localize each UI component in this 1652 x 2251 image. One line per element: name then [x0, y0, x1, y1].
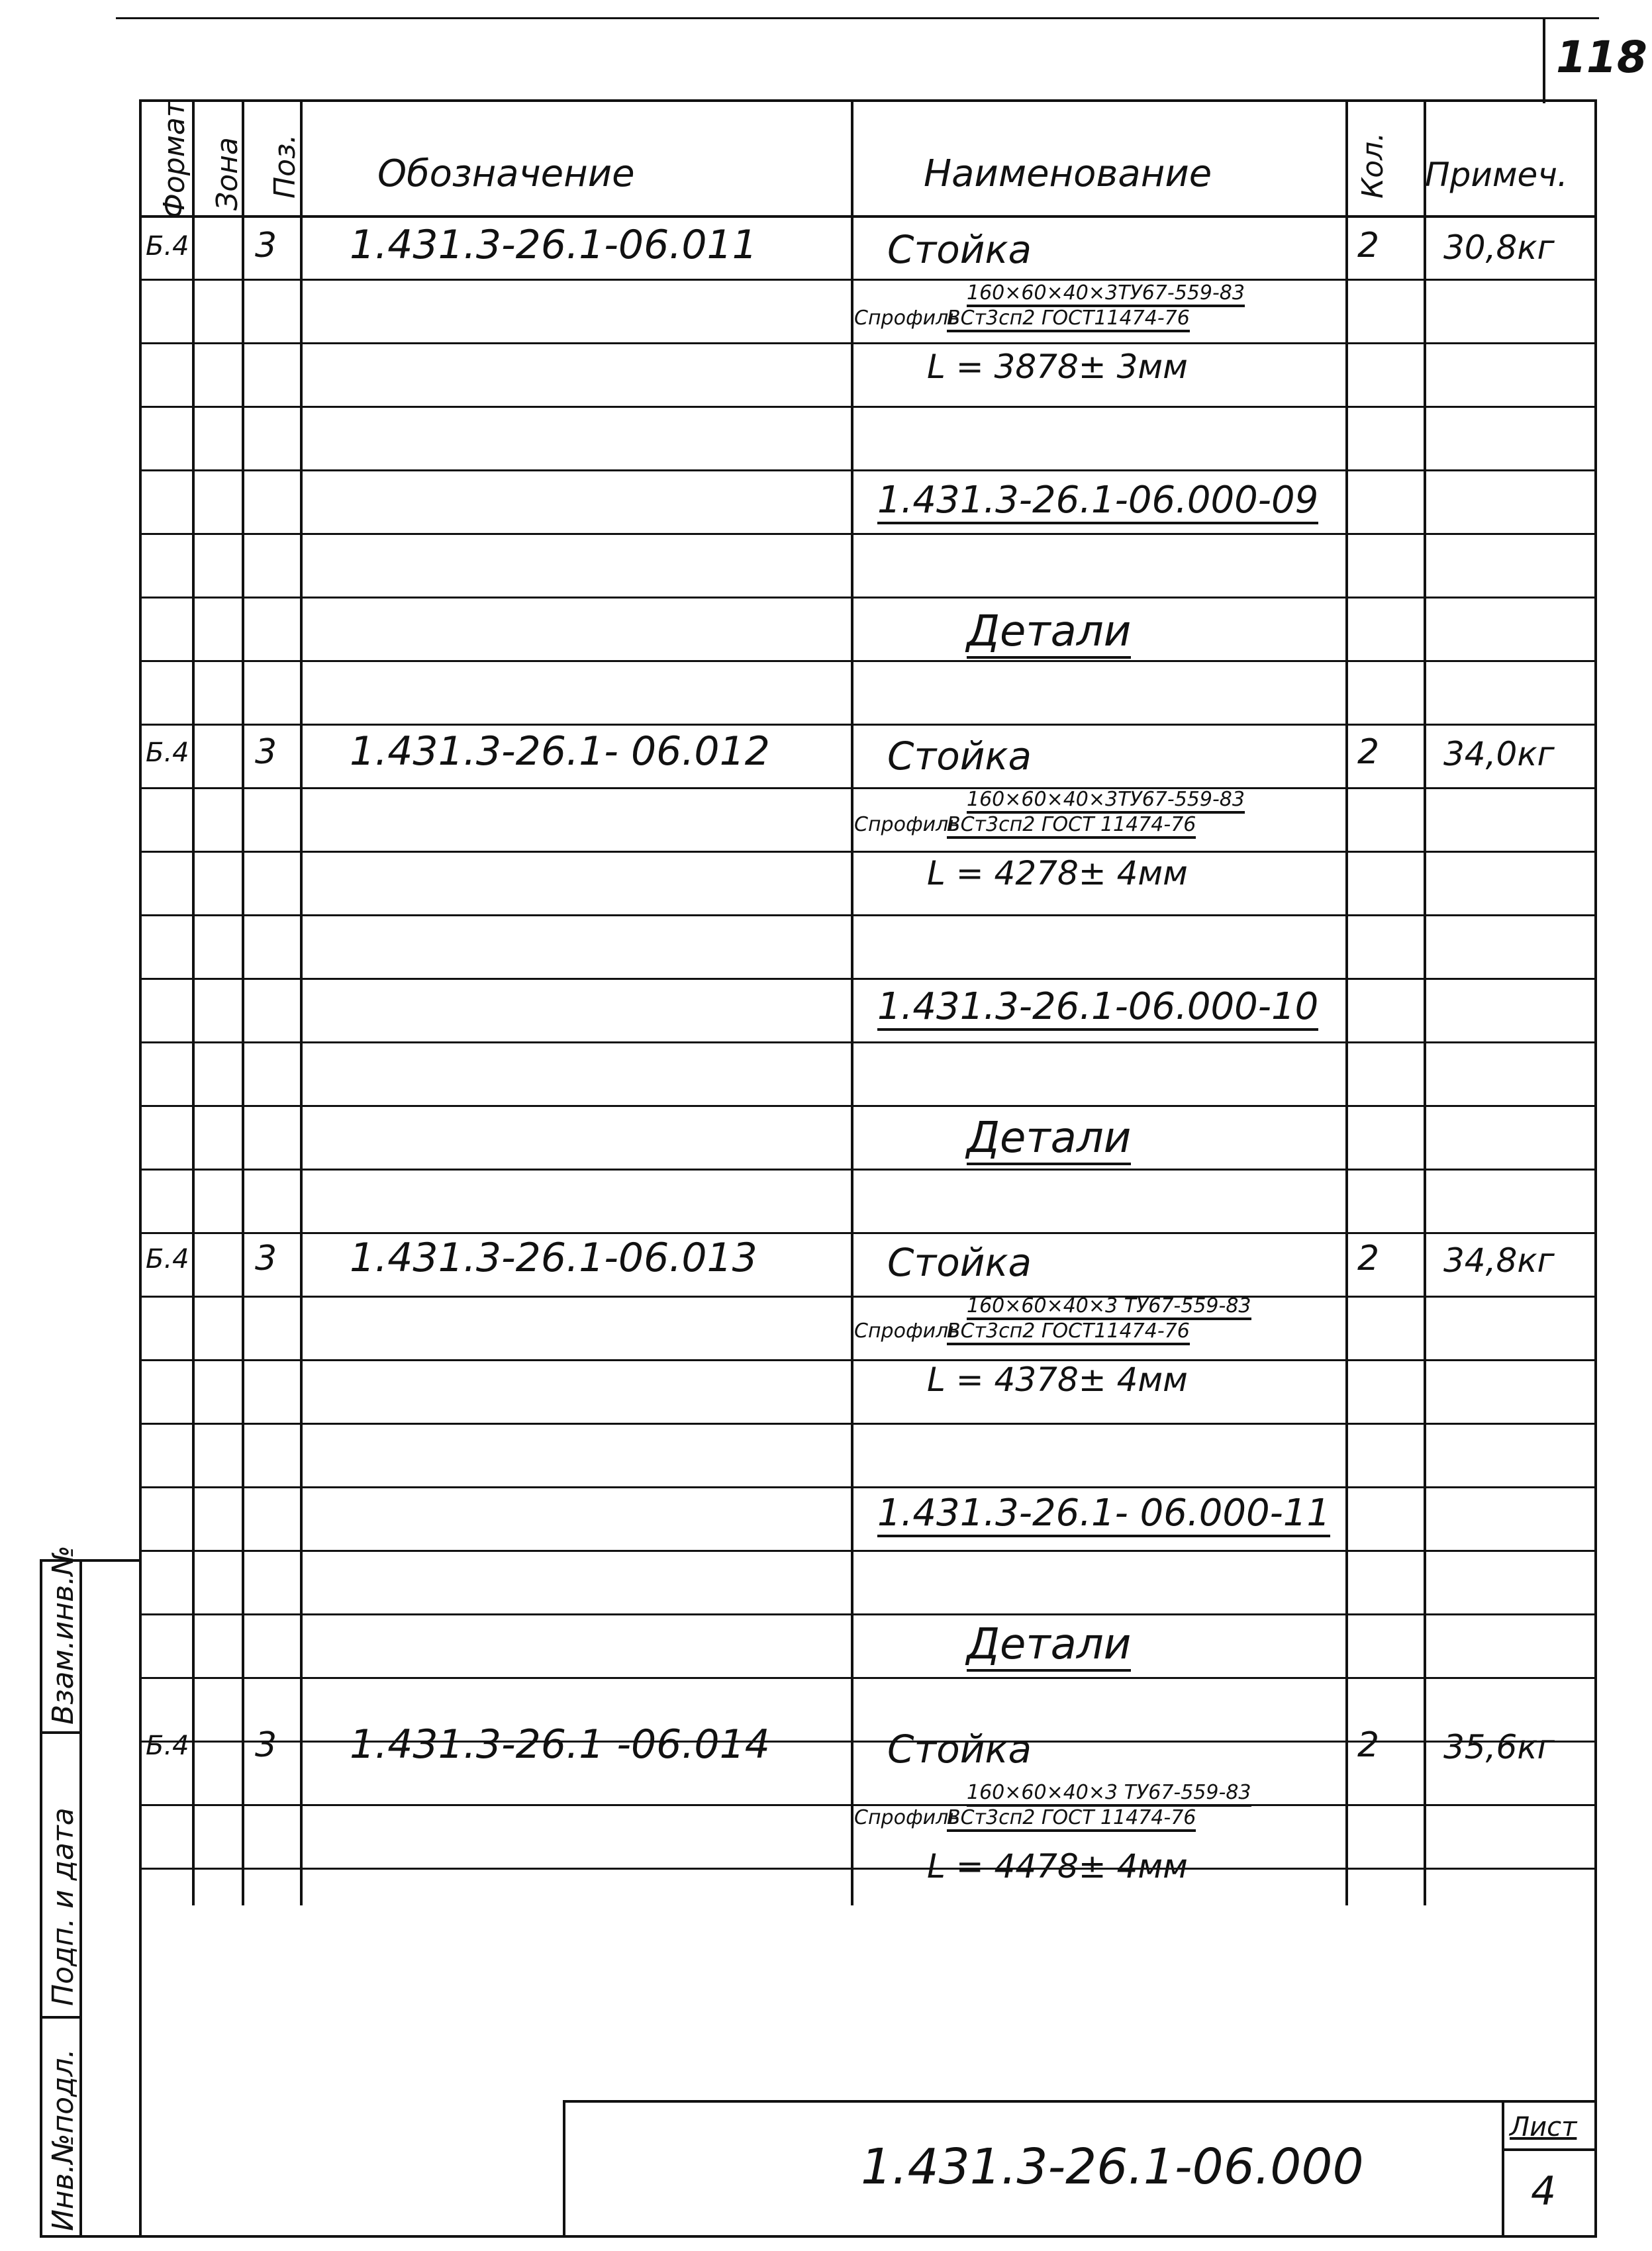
row-line	[139, 660, 1596, 662]
row-line	[139, 597, 1596, 599]
entry-assembly-ref: 1.431.3-26.1-06.000-09	[877, 479, 1318, 524]
row-line	[139, 1868, 1596, 1870]
row-line	[139, 724, 1596, 726]
entry-quantity: 2	[1357, 226, 1380, 265]
row-line	[139, 1677, 1596, 1679]
row-line	[139, 1232, 1596, 1234]
entry-spec-prefix: Спрофиль	[854, 813, 960, 836]
entry-spec-top: 160×60×40×3ТУ67-559-83	[967, 281, 1245, 307]
row-line	[139, 1041, 1596, 1043]
entry-length: L = 4278± 4мм	[927, 854, 1188, 892]
entry-quantity: 2	[1357, 1239, 1380, 1278]
row-line	[139, 787, 1596, 789]
row-line	[139, 851, 1596, 853]
entry-name: Стойка	[887, 1240, 1032, 1285]
frame-left-lower	[139, 1564, 142, 2238]
stamp-divider-1	[40, 1731, 81, 1734]
entry-section-heading: Детали	[967, 1114, 1131, 1165]
col-line-pos	[242, 99, 244, 1905]
col-line-zone	[192, 99, 195, 1905]
row-line	[139, 406, 1596, 408]
row-line	[139, 469, 1596, 471]
entry-spec-bottom: ВСт3сп2 ГОСТ 11474-76	[947, 813, 1196, 839]
col-header-qty: Кол.	[1356, 132, 1390, 199]
row-line	[139, 279, 1596, 281]
entry-format: Б.4	[146, 1731, 189, 1761]
titleblock-document: 1.431.3-26.1-06.000	[861, 2138, 1364, 2195]
stamp-sign-date: Подп. и дата	[46, 1807, 80, 2006]
stamp-replaced-inv: Взам.инв.№	[46, 1545, 80, 1725]
entry-format: Б.4	[146, 231, 189, 262]
col-header-name: Наименование	[924, 152, 1212, 195]
row-line	[139, 978, 1596, 980]
col-line-qty	[1345, 99, 1348, 1905]
entry-spec-bottom: ВСт3сп2 ГОСТ11474-76	[947, 307, 1190, 332]
row-line	[139, 1423, 1596, 1425]
titleblock-sheet-rule	[1502, 2148, 1596, 2151]
row-line	[139, 1486, 1596, 1488]
row-line	[139, 342, 1596, 344]
entry-assembly-ref: 1.431.3-26.1- 06.000-11	[877, 1492, 1330, 1537]
entry-format: Б.4	[146, 1244, 189, 1274]
titleblock-left	[563, 2100, 565, 2238]
entry-spec-top: 160×60×40×3 ТУ67-559-83	[967, 1781, 1251, 1807]
entry-spec-prefix: Спрофиль	[854, 1319, 960, 1343]
col-header-pos: Поз.	[268, 134, 302, 199]
row-line	[139, 1359, 1596, 1361]
entry-spec-prefix: Спрофиль	[854, 1806, 960, 1829]
row-line	[139, 1613, 1596, 1615]
entry-quantity: 2	[1357, 732, 1380, 772]
entry-note: 34,8кг	[1443, 1241, 1555, 1280]
entry-section-heading: Детали	[967, 607, 1131, 659]
titleblock-top	[563, 2100, 1596, 2103]
entry-section-heading: Детали	[967, 1620, 1131, 1672]
entry-note: 34,0кг	[1443, 735, 1555, 773]
page-number: 118	[1556, 32, 1647, 83]
stamp-inv-orig: Инв.№подл.	[46, 2048, 80, 2231]
header-rule	[139, 215, 1596, 218]
entry-spec-bottom: ВСт3сп2 ГОСТ 11474-76	[947, 1806, 1196, 1832]
entry-name: Стойка	[887, 1727, 1032, 1772]
col-header-format: Формат	[158, 100, 191, 218]
titleblock-sheet-label: Лист	[1510, 2112, 1577, 2142]
row-line	[139, 914, 1596, 916]
entry-name: Стойка	[887, 734, 1032, 779]
col-header-zone: Зона	[211, 137, 244, 211]
entry-position: 3	[255, 1725, 277, 1765]
entry-spec-top: 160×60×40×3 ТУ67-559-83	[967, 1294, 1251, 1320]
entry-designation: 1.431.3-26.1- 06.012	[350, 728, 770, 775]
row-line	[139, 1169, 1596, 1171]
entry-length: L = 4478± 4мм	[927, 1847, 1188, 1886]
col-line-designation	[300, 99, 303, 1905]
titleblock-sheet-divider	[1502, 2100, 1504, 2238]
stamp-divider-2	[40, 2016, 81, 2019]
entry-designation: 1.431.3-26.1-06.013	[350, 1235, 757, 1281]
col-line-name	[851, 99, 853, 1905]
row-line	[139, 533, 1596, 535]
entry-assembly-ref: 1.431.3-26.1-06.000-10	[877, 985, 1318, 1031]
row-line	[139, 1550, 1596, 1552]
entry-position: 3	[255, 732, 277, 772]
entry-position: 3	[255, 1239, 277, 1278]
entry-spec-bottom: ВСт3сп2 ГОСТ11474-76	[947, 1319, 1190, 1345]
col-header-designation: Обозначение	[377, 152, 635, 195]
col-header-note: Примеч.	[1425, 156, 1568, 194]
entry-position: 3	[255, 226, 277, 265]
entry-designation: 1.431.3-26.1-06.011	[350, 222, 757, 268]
entry-format: Б.4	[146, 738, 189, 768]
row-line	[139, 1296, 1596, 1298]
entry-spec-prefix: Спрофиль	[854, 307, 960, 330]
entry-note: 30,8кг	[1443, 228, 1555, 267]
entry-spec-top: 160×60×40×3ТУ67-559-83	[967, 788, 1245, 814]
entry-length: L = 3878± 3мм	[927, 348, 1188, 386]
stamp-left-line	[40, 1559, 42, 2238]
entry-designation: 1.431.3-26.1 -06.014	[350, 1721, 770, 1768]
col-line-note	[1424, 99, 1426, 1905]
titleblock-sheet-number: 4	[1531, 2168, 1557, 2215]
row-line	[139, 1105, 1596, 1107]
entry-quantity: 2	[1357, 1725, 1380, 1765]
entry-note: 35,6кг	[1443, 1728, 1555, 1766]
entry-length: L = 4378± 4мм	[927, 1361, 1188, 1399]
entry-name: Стойка	[887, 227, 1032, 272]
